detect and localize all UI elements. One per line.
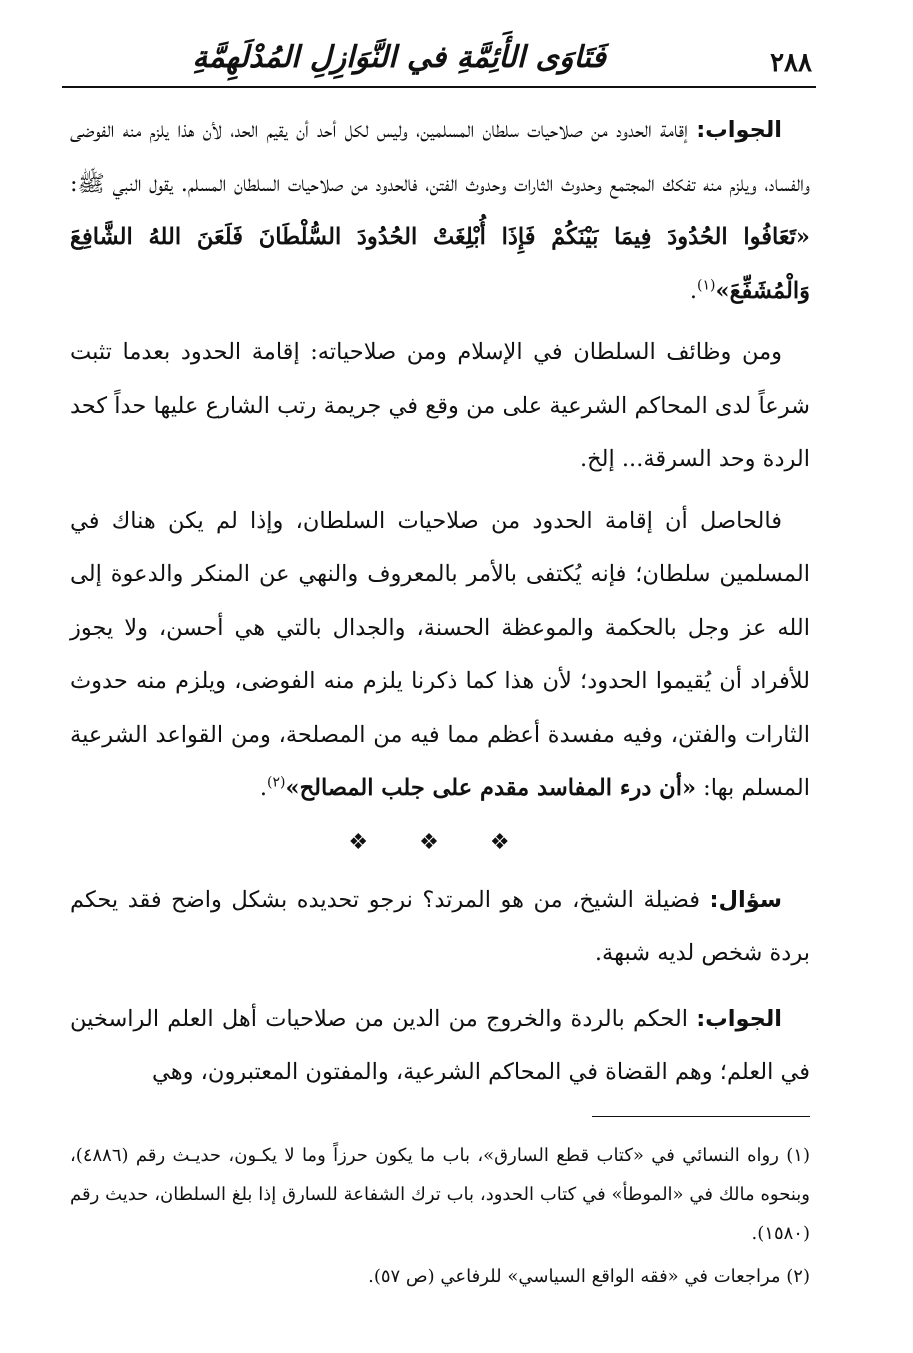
answer-paragraph-2: ومن وظائف السلطان في الإسلام ومن صلاحياته: إقامة الحدود بعدما تثبت شرعاً لدى المحاكم الشرعية على من وقع في جريمة رتب الشارع عليها حداً كحد الردة وحد السرقة... إلخ. bbox=[70, 339, 810, 472]
hadith-quote: «تَعَافُوا الحُدُودَ فِيمَا بَيْنَكُمْ فَإِذَا أُبْلِغَتْ الحُدُودَ السُّلْطَانَ فَلَعَنَ اللهُ الشَّافِعَ وَالْمُشَفِّعَ» bbox=[70, 224, 810, 304]
footnote-2: (٢) مراجعات في «فقه الواقع السياسي» للرفاعي (ص ٥٧). bbox=[368, 1266, 810, 1287]
juristic-rule-quote: «أن درء المفاسد مقدم على جلب المصالح» bbox=[285, 775, 697, 801]
answer-label: الجواب: bbox=[696, 117, 782, 143]
question-paragraph bbox=[70, 874, 810, 981]
footnotes bbox=[70, 1136, 810, 1296]
answer-label: الجواب: bbox=[696, 1005, 782, 1032]
answer-text: الحكم بالردة والخروج من الدين من صلاحيات أهل العلم الراسخين في العلم؛ وهم القضاة في المحاكم الشرعية، والمفتون المعتبرون، وهي bbox=[70, 1005, 810, 1085]
page-number: ٢٨٨ bbox=[770, 48, 812, 78]
footnote-ref-1[interactable]: (١) bbox=[697, 277, 716, 293]
footnote-divider bbox=[592, 1116, 810, 1117]
main-text bbox=[70, 104, 810, 1100]
answer-text: إقامة الحدود من صلاحيات سلطان المسلمين، وليس لكل أحد أن يقيم الحد، لأن هذا يلزم منه الفوضى والفساد، ويلزم منه تفكك المجتمع وحدوث الثارات وحدوث الفتن، فالحدود من صلاحيات السلطان المسلم. يقول النبي ﷺ: bbox=[70, 117, 810, 197]
sentence-end: . bbox=[689, 277, 698, 304]
footnote-1: (١) رواه النسائي في «كتاب قطع السارق»، باب ما يكون حرزاً وما لا يكـون، حديـث رقم (٤٨٨٦)، وبنحوه مالك في «الموطأ» في كتاب الحدود، باب ترك الشفاعة للسارق إذا بلغ السلطان، حديث رقم (١٥٨٠). bbox=[70, 1145, 810, 1244]
page-header bbox=[62, 34, 816, 88]
answer-paragraph-1 bbox=[70, 104, 810, 318]
answer-paragraph-3 bbox=[70, 495, 810, 816]
footnote-ref-2[interactable]: (٢) bbox=[267, 774, 286, 791]
section-separator-ornament: ❖ ❖ ❖ bbox=[348, 829, 532, 855]
conclusion-text: فالحاصل أن إقامة الحدود من صلاحيات السلطان، وإذا لم يكن هناك في المسلمين سلطان؛ فإنه يُكتفى بالأمر بالمعروف والنهي عن المنكر والدعوة إلى الله عز وجل بالحكمة والموعظة الحسنة، والجدال بالتي هي أحسن، ولا يجوز للأفراد أن يُقيموا الحدود؛ لأن هذا كما ذكرنا يلزم منه الفوضى، ويلزم منه حدوث الثارات والفتن، وفيه مفسدة أعظم مما فيه من المصلحة، ومن القواعد الشرعية المسلم بها: bbox=[70, 507, 810, 801]
answer-2-paragraph bbox=[70, 993, 810, 1100]
running-title: فَتَاوَى الأَئِمَّةِ في النَّوَازِلِ المُدْلَهِمَّةِ bbox=[192, 40, 606, 75]
sentence-end: . bbox=[259, 775, 268, 801]
question-label: سؤال: bbox=[709, 886, 782, 913]
question-text: فضيلة الشيخ، من هو المرتد؟ نرجو تحديده بشكل واضح فقد يحكم بردة شخص لديه شبهة. bbox=[70, 886, 810, 966]
